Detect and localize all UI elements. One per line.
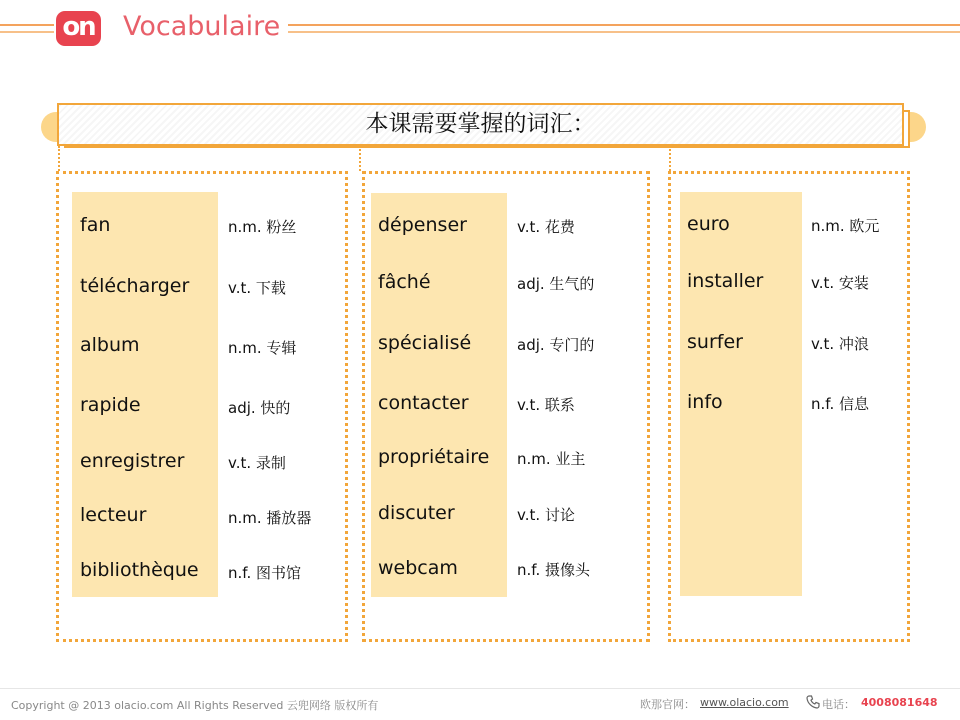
vocab-definition: adj. 专门的 — [517, 336, 595, 354]
vocab-definition: n.m. 专辑 — [228, 339, 297, 357]
vocab-word: installer — [687, 270, 764, 292]
connector-line — [669, 146, 671, 171]
vocab-word: spécialisé — [378, 332, 472, 354]
vocab-word: fâché — [378, 271, 431, 293]
vocab-word: euro — [687, 213, 730, 235]
header-rule — [0, 31, 54, 33]
phone-number: 4008081648 — [861, 696, 938, 709]
vocab-definition: v.t. 讨论 — [517, 506, 575, 524]
vocab-definition: v.t. 花费 — [517, 218, 575, 236]
website-link[interactable]: www.olacio.com — [700, 696, 789, 709]
copyright-text: Copyright @ 2013 olacio.com All Rights Reserved 云兜网络 版权所有 — [11, 699, 379, 712]
vocab-word: propriétaire — [378, 446, 490, 468]
vocab-word: contacter — [378, 392, 469, 414]
vocab-word: surfer — [687, 331, 743, 353]
website-label: 欧那官网： — [640, 698, 695, 711]
vocab-definition: adj. 生气的 — [517, 275, 595, 293]
vocab-definition: n.m. 欧元 — [811, 217, 880, 235]
vocab-definition: v.t. 下载 — [228, 279, 286, 297]
vocab-word: discuter — [378, 502, 455, 524]
vocab-word: fan — [80, 214, 111, 236]
connector-line — [359, 146, 361, 171]
vocab-word: info — [687, 391, 723, 413]
vocab-word: album — [80, 334, 140, 356]
vocab-definition: v.t. 联系 — [517, 396, 575, 414]
footer-rule — [0, 688, 960, 689]
vocab-definition: n.f. 图书馆 — [228, 564, 302, 582]
vocab-word: enregistrer — [80, 450, 185, 472]
vocab-word: lecteur — [80, 504, 147, 526]
vocab-definition: n.f. 信息 — [811, 395, 870, 413]
vocab-word: bibliothèque — [80, 559, 199, 581]
vocab-definition: n.m. 播放器 — [228, 509, 312, 527]
vocab-definition: v.t. 冲浪 — [811, 335, 869, 353]
header-rule — [0, 24, 54, 26]
vocab-word: webcam — [378, 557, 458, 579]
phone-label: 电话： — [822, 698, 855, 711]
vocab-definition: v.t. 录制 — [228, 454, 286, 472]
vocab-definition: n.m. 粉丝 — [228, 218, 297, 236]
header-rule — [288, 31, 960, 33]
page-title: Vocabulaire — [123, 11, 281, 42]
olacio-logo: on — [56, 11, 101, 46]
section-banner: 本课需要掌握的词汇： — [57, 103, 904, 146]
vocab-definition: adj. 快的 — [228, 399, 291, 417]
connector-line — [58, 146, 60, 171]
vocab-definition: n.f. 摄像头 — [517, 561, 591, 579]
vocab-word: dépenser — [378, 214, 467, 236]
phone-icon — [806, 695, 820, 709]
vocab-word: rapide — [80, 394, 141, 416]
header-rule — [288, 24, 960, 26]
vocab-word: télécharger — [80, 275, 190, 297]
vocab-definition: n.m. 业主 — [517, 450, 586, 468]
vocab-definition: v.t. 安装 — [811, 274, 869, 292]
